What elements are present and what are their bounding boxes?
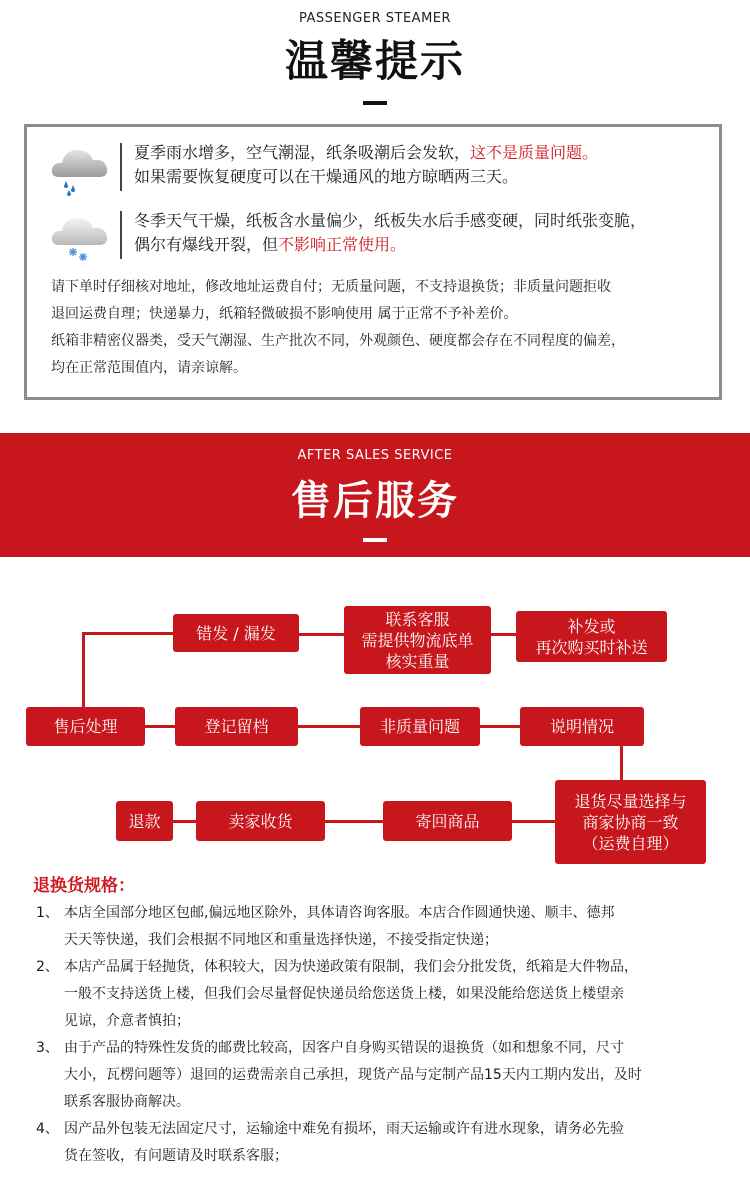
node-line: 再次购买时补送	[535, 637, 648, 657]
summer-line2: 如果需要恢复硬度可以在干燥通风的地方晾晒两三天。	[134, 167, 519, 186]
node-resend	[516, 611, 667, 662]
node-register: 登记留档	[175, 707, 298, 746]
node-line: 商家协商一致	[582, 812, 679, 832]
connector-line	[172, 820, 197, 823]
rule-line: 本店产品属于轻抛货，体积较大，因为快递政策有限制，我们会分批发货，纸箱是大件物品，	[64, 959, 638, 975]
notice-title: 温馨提示	[285, 37, 465, 87]
winter-line2: 偶尔有爆线开裂，但	[134, 235, 279, 254]
node-seller-receive: 卖家收货	[196, 801, 325, 841]
connector-line	[325, 820, 383, 823]
rule-line: 因产品外包装无法固定尺寸，运输途中难免有损坏，雨天运输或许有进水现象，请务必先验	[64, 1121, 624, 1137]
node-after-sale: 售后处理	[26, 707, 145, 746]
node-ship-back: 寄回商品	[383, 801, 512, 841]
connector-line	[491, 633, 516, 636]
rule-line: 一般不支持送货上楼，但我们会尽量督促快递员给您送货上楼，如果没能给您送货上楼望亲	[64, 986, 624, 1002]
note-line: 均在正常范围值内，请亲谅解。	[51, 360, 247, 376]
rule-number: 2、	[36, 959, 59, 975]
connector-line	[620, 745, 623, 781]
rule-line: 本店全国部分地区包邮,偏远地区除外，具体请咨询客服。本店合作圆通快递、顺丰、德邦	[64, 905, 615, 921]
node-contact-cs	[344, 606, 491, 674]
node-line: （运费自理）	[582, 833, 679, 853]
rule-line: 见谅，介意者慎拍；	[64, 1013, 190, 1029]
summer-highlight: 这不是质量问题。	[470, 143, 599, 162]
rule-line: 货在签收，有问题请及时联系客服；	[64, 1148, 288, 1164]
rules-list	[36, 900, 706, 1170]
connector-line	[82, 632, 174, 635]
connector-line	[82, 632, 85, 708]
connector-line	[299, 633, 345, 636]
notice-en-title: PASSENGER STEAMER	[298, 11, 452, 26]
rule-item	[36, 954, 706, 1035]
summer-line1: 夏季雨水增多，空气潮湿，纸条吸潮后会发软，	[134, 143, 471, 162]
node-line: 需提供物流底单	[361, 630, 474, 650]
note-line: 请下单时仔细核对地址，修改地址运费自付；无质量问题，不支持退换货；非质量问题拒收	[51, 279, 611, 295]
rule-line: 由于产品的特殊性发货的邮费比较高，因客户自身购买错误的退换货（如和想象不同，尺寸	[64, 1040, 624, 1056]
node-refund: 退款	[116, 801, 173, 841]
node-explain: 说明情况	[520, 707, 644, 746]
rule-item	[36, 1116, 706, 1170]
node-line: 核实重量	[385, 651, 450, 671]
rules-title: 退换货规格：	[33, 876, 135, 896]
rule-item	[36, 1035, 706, 1116]
connector-line	[512, 820, 556, 823]
note-line: 退回运费自理；快递暴力，纸箱轻微破损不影响使用 属于正常不予补差价。	[51, 306, 518, 322]
note-line: 纸箱非精密仪器类，受天气潮湿、生产批次不同，外观颜色、硬度都会存在不同程度的偏差，	[51, 333, 625, 349]
rule-item	[36, 900, 706, 954]
node-line: 补发或	[567, 616, 616, 636]
rule-line: 大小，瓦楞问题等）退回的运费需亲自己承担，现货产品与定制产品15天内工期内发出，及时	[64, 1067, 642, 1083]
connector-line	[480, 725, 520, 728]
node-line: 退货尽量选择与	[574, 791, 687, 811]
connector-line	[298, 725, 360, 728]
rule-line: 天天等快递，我们会根据不同地区和重量选择快递，不接受指定快递；	[64, 932, 498, 948]
node-wrong-missing: 错发 / 漏发	[173, 614, 299, 652]
winter-highlight: 不影响正常使用。	[278, 235, 407, 254]
node-return-choice	[555, 780, 706, 864]
node-non-quality: 非质量问题	[360, 707, 480, 746]
winter-line1: 冬季天气干燥，纸板含水量偏少，纸板失水后手感变硬，同时纸张变脆，	[134, 211, 647, 230]
node-line: 联系客服	[385, 609, 450, 629]
rule-number: 1、	[36, 905, 59, 921]
connector-line	[145, 725, 175, 728]
after-sales-title: 售后服务	[291, 478, 459, 524]
rule-line: 联系客服协商解决。	[64, 1094, 190, 1110]
rule-number: 3、	[36, 1040, 59, 1056]
after-sales-en-title: AFTER SALES SERVICE	[297, 448, 453, 463]
rule-number: 4、	[36, 1121, 59, 1137]
